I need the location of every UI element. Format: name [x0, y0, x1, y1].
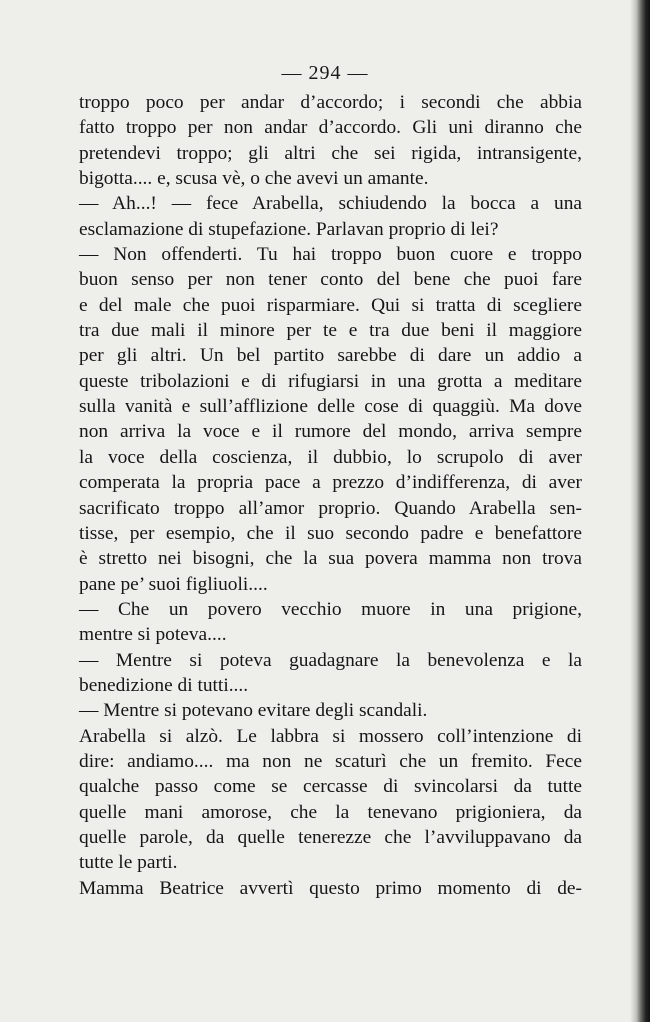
text-line: qualche passo come se cercasse di svincolarsi da tutte	[79, 776, 582, 798]
body-text	[79, 90, 582, 901]
text-line: è stretto nei bisogni, che la sua povera mamma non trova	[79, 548, 582, 570]
text-line: pretendevi troppo; gli altri che sei rigida, intransigente,	[79, 142, 582, 164]
text-line: sulla vanità e sull’afflizione delle cose di quaggiù. Ma dove	[79, 396, 582, 418]
text-line: fatto troppo per non andar d’accordo. Gli uni diranno che	[79, 117, 582, 139]
text-line: troppo poco per andar d’accordo; i secondi che abbia	[79, 92, 582, 113]
text-line: queste tribolazioni e di rifugiarsi in una grotta a meditare	[79, 370, 582, 392]
text-line: esclamazione di stupefazione. Parlavan proprio di lei?	[79, 218, 499, 240]
text-line: quelle mani amorose, che la tenevano prigioniera, da	[79, 801, 582, 823]
page-number: — 294 —	[281, 62, 369, 84]
text-line: comperata la propria pace a prezzo d’indifferenza, di aver	[79, 472, 582, 494]
text-line: la voce della coscienza, il dubbio, lo scrupolo di aver	[79, 446, 582, 468]
text-line: pane pe’ suoi figliuoli....	[79, 573, 268, 595]
text-line: — Non offenderti. Tu hai troppo buon cuore e troppo	[79, 244, 582, 266]
text-line: e del male che puoi risparmiare. Qui si tratta di scegliere	[79, 294, 582, 316]
text-line: tra due mali il minore per te e tra due beni il maggiore	[79, 320, 582, 342]
text-line: — Ah...! — fece Arabella, schiudendo la bocca a una	[79, 193, 582, 215]
text-line: — Mentre si poteva guadagnare la benevolenza e la	[79, 649, 582, 671]
text-line: tutte le parti.	[79, 852, 178, 874]
text-line: quelle parole, da quelle tenerezze che l’avviluppavano da	[79, 826, 582, 848]
text-line: tisse, per esempio, che il suo secondo padre e benefattore	[79, 522, 582, 544]
text-line: per gli altri. Un bel partito sarebbe di dare un addio a	[79, 345, 582, 367]
text-line: dire: andiamo.... ma non ne scaturì che un fremito. Fece	[79, 750, 582, 772]
text-line: benedizione di tutti....	[79, 674, 249, 696]
text-line: Arabella si alzò. Le labbra si mossero coll’intenzione di	[79, 725, 582, 747]
text-line: non arriva la voce e il rumore del mondo, arriva sempre	[79, 421, 582, 443]
text-line: sacrificato troppo all’amor proprio. Quando Arabella sen-	[79, 497, 582, 519]
text-line: bigotta.... e, scusa vè, o che avevi un amante.	[79, 168, 429, 190]
page-edge	[636, 0, 650, 1022]
text-line: — Mentre si potevano evitare degli scandali.	[79, 700, 428, 722]
text-line: — Che un povero vecchio muore in una prigione,	[79, 598, 582, 620]
text-line: Mamma Beatrice avvertì questo primo momento di de-	[79, 877, 582, 899]
text-line: buon senso per non tener conto del bene che puoi fare	[79, 269, 582, 291]
text-line: mentre si poteva....	[79, 624, 227, 646]
